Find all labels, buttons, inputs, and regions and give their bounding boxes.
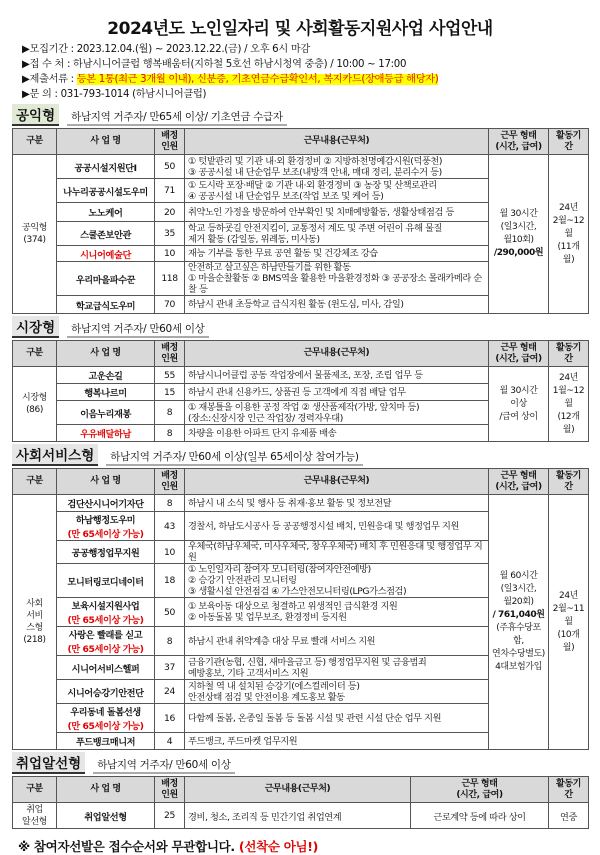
program-content: ① 도시락 포장·배달 ② 기관 내·외 환경정비 ③ 농장 및 산책로관리 ④ 공공시설 내 단순업무 보조(작업 보조 및 케어 등) bbox=[185, 179, 489, 203]
section-public-header bbox=[12, 108, 600, 126]
footer-text: ※ 참여자선발은 접수순서와 무관합니다. bbox=[18, 839, 235, 854]
program-name: 나누리공공시설도우미 bbox=[57, 179, 155, 203]
section-title: 취업알선형 bbox=[12, 752, 85, 774]
program-content: 학교 등하굣길 안전지킴이, 교통정서 계도 및 주변 어린이 유해 물질 제거 활동 (감일동, 위례동, 미사동) bbox=[185, 222, 489, 246]
info-row bbox=[22, 42, 600, 57]
program-name: 공공행정업무지원 bbox=[57, 541, 155, 564]
program-name: 우유배달하남 bbox=[57, 425, 155, 442]
social-table bbox=[12, 468, 589, 750]
activity-period-cell: 연중 bbox=[549, 803, 589, 829]
group-cell: 사회 서비 스형 (218) bbox=[13, 495, 57, 750]
program-content: 경찰서, 하남도시공사 등 공공행정시설 배치, 민원응대 및 행정업무 지원 bbox=[185, 512, 489, 541]
program-name: 노노케어 bbox=[57, 203, 155, 222]
col-header-name: 사 업 명 bbox=[57, 777, 155, 803]
job-table bbox=[12, 776, 589, 829]
program-content: 금융기관(농협, 신협, 새마을금고 등) 행정업무지원 및 금융범죄 예방홍보, 기타 고객서비스 지원 bbox=[185, 656, 489, 680]
program-name: 사랑은 빨래를 싣고 (만 65세이상 가능) bbox=[57, 627, 155, 656]
program-quota: 10 bbox=[155, 246, 185, 262]
info-row bbox=[22, 57, 600, 72]
group-cell: 공익형 (374) bbox=[13, 155, 57, 314]
program-quota: 10 bbox=[155, 541, 185, 564]
table-row bbox=[13, 495, 589, 512]
program-name: 검단산시니어기자단 bbox=[57, 495, 155, 512]
work-condition-cell: 월 30시간 이상 /급여 상이 bbox=[489, 367, 549, 442]
group-cell: 취업 알선형 bbox=[13, 803, 57, 829]
program-quota: 71 bbox=[155, 179, 185, 203]
program-content: 재능 기부를 통한 무료 공연 활동 및 건강체조 강습 bbox=[185, 246, 489, 262]
info-value: 하남시니어클럽 행복배움터(지하철 5호선 하남시청역 중층) / 10:00 ~ 17:00 bbox=[73, 59, 407, 70]
program-name: 하남행정도우미 (만 65세이상 가능) bbox=[57, 512, 155, 541]
footer-note bbox=[18, 837, 600, 855]
pay-amount: /290,000원 bbox=[493, 248, 544, 258]
program-name: 모니터링코디네이터 bbox=[57, 564, 155, 598]
col-header-quota: 배정 인원 bbox=[155, 129, 185, 155]
program-quota: 55 bbox=[155, 367, 185, 384]
program-name: 우리마을파수꾼 bbox=[57, 262, 155, 296]
info-highlight: 등본 1통(최근 3개월 이내), 신분증, 기초연금수급확인서, 복지카드(장애등급 해당자) bbox=[76, 74, 439, 85]
table-row bbox=[13, 803, 589, 829]
footer-red-text: (선착순 아님!) bbox=[238, 839, 319, 854]
program-age-note: (만 65세이상 가능) bbox=[67, 644, 144, 655]
info-label: ▶제출서류 : bbox=[22, 74, 77, 85]
info-row bbox=[22, 87, 600, 102]
col-header-name: 사 업 명 bbox=[57, 469, 155, 495]
col-header-cond: 근무 형태 (시간, 급여) bbox=[411, 777, 549, 803]
program-content: 취약노인 가정을 방문하여 안부확인 및 치매예방활동, 생활상태점검 등 bbox=[185, 203, 489, 222]
program-content: 푸드뱅크, 푸드마켓 업무지원 bbox=[185, 733, 489, 750]
col-header-content: 근무내용(근무처) bbox=[185, 469, 489, 495]
program-quota: 4 bbox=[155, 733, 185, 750]
program-quota: 20 bbox=[155, 203, 185, 222]
info-label: ▶접 수 처 : bbox=[22, 59, 74, 70]
section-market-header bbox=[12, 320, 600, 338]
table-header-row bbox=[13, 777, 589, 803]
col-header-name: 사 업 명 bbox=[57, 341, 155, 367]
info-label: ▶문 의 : bbox=[22, 89, 61, 100]
info-row bbox=[22, 72, 600, 87]
program-name: 스쿨존보안관 bbox=[57, 222, 155, 246]
section-note: 하남지역 거주자/ 만65세 이상/ 기초연금 수급자 bbox=[67, 109, 287, 126]
program-quota: 37 bbox=[155, 656, 185, 680]
col-header-cond: 근무 형태 (시간, 급여) bbox=[489, 469, 549, 495]
program-quota: 8 bbox=[155, 425, 185, 442]
program-name: 학교급식도우미 bbox=[57, 296, 155, 314]
page-title: 2024년도 노인일자리 및 사회활동지원사업 사업안내 bbox=[107, 19, 493, 39]
program-content: 하남시 내 소식 및 행사 등 취재·홍보 활동 및 정보전달 bbox=[185, 495, 489, 512]
info-label: ▶모집기간 : bbox=[22, 44, 77, 55]
market-table bbox=[12, 340, 589, 442]
program-age-note: (만 65세이상 가능) bbox=[67, 529, 144, 540]
program-age-note: (만 65세이상 가능) bbox=[67, 615, 144, 626]
table-header-row bbox=[13, 341, 589, 367]
col-header-group: 구분 bbox=[13, 777, 57, 803]
col-header-group: 구분 bbox=[13, 469, 57, 495]
col-header-quota: 배정 인원 bbox=[155, 341, 185, 367]
program-quota: 18 bbox=[155, 564, 185, 598]
work-condition-cell: 근로계약 등에 따라 상이 bbox=[411, 803, 549, 829]
group-cell: 시장형 (86) bbox=[13, 367, 57, 442]
program-content: 하남시 관내 초등학교 급식지원 활동 (윈도심, 미사, 감일) bbox=[185, 296, 489, 314]
table-row bbox=[13, 367, 589, 384]
program-content: ① 보육아동 대상으로 청결하고 위생적인 급식환경 지원 ② 아동돌봄 및 업무보조, 환경정비 등지원 bbox=[185, 598, 489, 627]
col-header-content: 근무내용(근무처) bbox=[185, 777, 411, 803]
program-content: 하남시니어클럽 공동 작업장에서 물품제조, 포장, 조립 업무 등 bbox=[185, 367, 489, 384]
public-table bbox=[12, 128, 589, 314]
program-content: ① 노인일자리 참여자 모니터링(참여자안전예방) ② 승강기 안전관리 모니터링 ③ 생활시설 안전점검 ④ 가스안전모니터링(LPG가스점검) bbox=[185, 564, 489, 598]
program-quota: 118 bbox=[155, 262, 185, 296]
info-block bbox=[0, 42, 600, 102]
activity-period-cell: 24년 1월~12월 (12개월) bbox=[549, 367, 589, 442]
work-condition-cell: 월 60시간 (일3시간, 월20회) / 761,040원 (주휴수당포함, 연차수당별도) 4대보험가입 bbox=[489, 495, 549, 750]
program-name: 행복나르미 bbox=[57, 384, 155, 401]
program-name: 푸드뱅크매니저 bbox=[57, 733, 155, 750]
program-name: 시니어승강기안전단 bbox=[57, 680, 155, 704]
program-content: 하남시 관내 신용카드, 상품권 등 고객에게 직접 배달 업무 bbox=[185, 384, 489, 401]
col-header-cond: 근무 형태 (시간, 급여) bbox=[489, 341, 549, 367]
col-header-quota: 배정 인원 bbox=[155, 777, 185, 803]
activity-period-cell: 24년 2월~12월 (11개월) bbox=[549, 155, 589, 314]
col-header-period: 활동기간 bbox=[549, 341, 589, 367]
col-header-group: 구분 bbox=[13, 341, 57, 367]
activity-period-cell: 24년 2월~11월 (10개월) bbox=[549, 495, 589, 750]
program-quota: 43 bbox=[155, 512, 185, 541]
col-header-name: 사 업 명 bbox=[57, 129, 155, 155]
program-quota: 50 bbox=[155, 155, 185, 179]
col-header-group: 구분 bbox=[13, 129, 57, 155]
program-quota: 8 bbox=[155, 627, 185, 656]
program-name: 우리동네 돌봄선생 (만 65세이상 가능) bbox=[57, 704, 155, 733]
section-note: 하남지역 거주자/ 만60세 이상 bbox=[67, 321, 208, 338]
col-header-content: 근무내용(근무처) bbox=[185, 129, 489, 155]
program-content: 하남시 관내 취약계층 대상 무료 빨래 서비스 지원 bbox=[185, 627, 489, 656]
info-value: 2023.12.04.(월) ~ 2023.12.22.(금) / 오후 6시 마감 bbox=[76, 44, 310, 55]
section-social-header bbox=[12, 448, 600, 466]
program-name: 이음누리재봉 bbox=[57, 401, 155, 425]
program-content: ① 재봉틀을 이용한 공정 작업 ② 생산품제작(가방, 앞치마 등) (장소:신장시장 인근 작업장/ 경력자우대) bbox=[185, 401, 489, 425]
section-job-header bbox=[12, 756, 600, 774]
program-quota: 50 bbox=[155, 598, 185, 627]
program-age-note: (만 65세이상 가능) bbox=[67, 721, 144, 732]
program-quota: 35 bbox=[155, 222, 185, 246]
section-note: 하남지역 거주자/ 만60세 이상(일부 65세이상 참여가능) bbox=[106, 449, 362, 466]
program-quota: 15 bbox=[155, 384, 185, 401]
section-title: 공익형 bbox=[12, 104, 59, 126]
program-quota: 25 bbox=[155, 803, 185, 829]
col-header-period: 활동기간 bbox=[549, 777, 589, 803]
program-name: 시니어서비스헬퍼 bbox=[57, 656, 155, 680]
section-note: 하남지역 거주자/ 만60세 이상 bbox=[93, 757, 234, 774]
col-header-content: 근무내용(근무처) bbox=[185, 341, 489, 367]
program-content: 다함께 돌봄, 온종일 돌봄 등 돌봄 시설 및 관련 시설 단순 업무 지원 bbox=[185, 704, 489, 733]
program-name: 보육시설지원사업 (만 65세이상 가능) bbox=[57, 598, 155, 627]
work-condition-cell: 월 30시간 (일3시간, 월10회) /290,000원 bbox=[489, 155, 549, 314]
col-header-period: 활동기간 bbox=[549, 469, 589, 495]
program-content: ① 텃밭관리 및 기관 내·외 환경정비 ② 지방하천명예감시원(덕풍천) ③ 공공시설 내 단순업무 보조(내방객 안내, 매대 정리, 분리수거 등) bbox=[185, 155, 489, 179]
col-header-period: 활동기간 bbox=[549, 129, 589, 155]
section-title: 시장형 bbox=[12, 316, 59, 338]
col-header-quota: 배정 인원 bbox=[155, 469, 185, 495]
program-quota: 16 bbox=[155, 704, 185, 733]
program-name: 시니어예술단 bbox=[57, 246, 155, 262]
program-content: 경비, 청소, 조리직 등 민간기업 취업연계 bbox=[185, 803, 411, 829]
pay-amount: / 761,040원 bbox=[492, 610, 545, 620]
program-content: 우체국(하남우체국, 미사우체국, 창우우체국) 배치 후 민원응대 및 행정업무 지원 bbox=[185, 541, 489, 564]
program-content: 지하철 역 내 설치된 승강기(에스컬레이터 등) 안전상태 점검 및 안전이용 계도홍보 활동 bbox=[185, 680, 489, 704]
program-quota: 24 bbox=[155, 680, 185, 704]
info-value: 031-793-1014 (하남시니어클럽) bbox=[60, 89, 207, 100]
table-header-row bbox=[13, 129, 589, 155]
program-name: 고운손길 bbox=[57, 367, 155, 384]
program-quota: 8 bbox=[155, 401, 185, 425]
table-row bbox=[13, 155, 589, 179]
program-content: 차량을 이용한 아파트 단지 유제품 배송 bbox=[185, 425, 489, 442]
program-quota: 70 bbox=[155, 296, 185, 314]
program-name: 공공시설지원단Ⅰ bbox=[57, 155, 155, 179]
program-quota: 8 bbox=[155, 495, 185, 512]
section-title: 사회서비스형 bbox=[12, 444, 98, 466]
col-header-cond: 근무 형태 (시간, 급여) bbox=[489, 129, 549, 155]
program-name: 취업알선형 bbox=[57, 803, 155, 829]
table-header-row bbox=[13, 469, 589, 495]
program-content: 안전하고 살고싶은 하남만들기를 위한 활동 ① 마을순찰활동 ② BMS역을 활용한 마을환경정화 ③ 공공장소 몰래카메라 순찰 등 bbox=[185, 262, 489, 296]
